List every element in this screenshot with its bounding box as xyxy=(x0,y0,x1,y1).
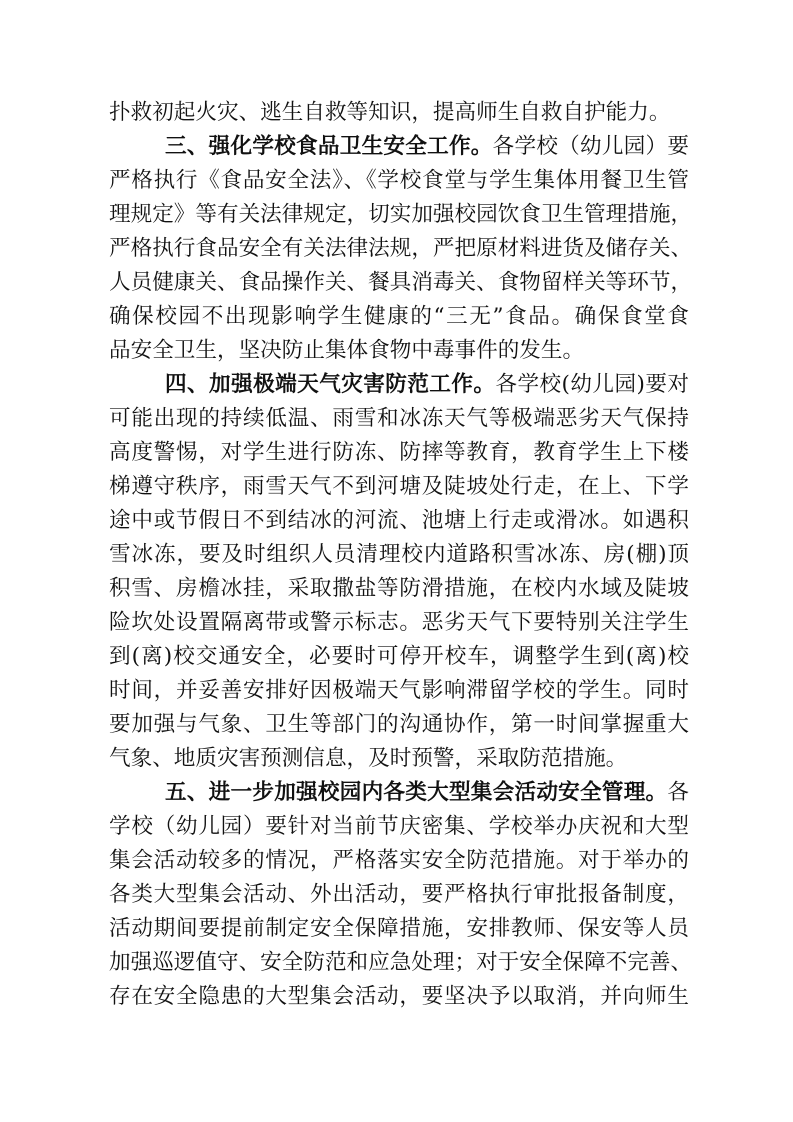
text-line: 活动期间要提前制定安全保障措施，安排教师、保安等人员 xyxy=(109,916,689,941)
section-heading-line xyxy=(165,368,689,402)
section-heading-line xyxy=(165,130,689,164)
text-line: 扑救初起火灾、逃生自救等知识，提高师生自救自护能力。 xyxy=(109,100,671,125)
text-line: 品安全卫生，坚决防止集体食物中毒事件的发生。 xyxy=(109,338,585,363)
text-line: 理规定》等有关法律规定，切实加强校园饮食卫生管理措施， xyxy=(109,202,693,227)
text-line: 高度警惕，对学生进行防冻、防摔等教育，教育学生上下楼 xyxy=(109,440,689,465)
text-line: 气象、地质灾害预测信息，及时预警，采取防范措施。 xyxy=(109,746,628,771)
section-heading-5: 五、进一步加强校园内各类大型集会活动安全管理。 xyxy=(165,780,668,805)
text-line: 各类大型集会活动、外出活动，要严格执行审批报备制度， xyxy=(109,882,689,907)
text-line: 雪冰冻，要及时组织人员清理校内道路积雪冰冻、房(棚)顶 xyxy=(109,542,689,567)
text-line: 到(离)校交通安全，必要时可停开校车，调整学生到(离)校 xyxy=(109,644,689,669)
text-span: 各学校（幼儿园）要 xyxy=(492,134,689,159)
text-line: 加强巡逻值守、安全防范和应急处理；对于安全保障不完善、 xyxy=(109,950,693,975)
section-heading-4: 四、加强极端天气灾害防范工作。 xyxy=(165,372,496,397)
text-line: 险坎处设置隔离带或警示标志。恶劣天气下要特别关注学生 xyxy=(109,610,689,635)
text-line: 梯遵守秩序，雨雪天气不到河塘及陡坡处行走，在上、下学 xyxy=(109,474,689,499)
text-line: 严格执行食品安全有关法律法规，严把原材料进货及储存关、 xyxy=(109,236,693,261)
text-line: 集会活动较多的情况，严格落实安全防范措施。对于举办的 xyxy=(109,848,689,873)
text-line: 可能出现的持续低温、雨雪和冰冻天气等极端恶劣天气保持 xyxy=(109,406,689,431)
text-line: 积雪、房檐冰挂，采取撒盐等防滑措施，在校内水域及陡坡 xyxy=(109,576,689,601)
text-span: 各学校(幼儿园)要对 xyxy=(495,372,689,397)
text-line: 存在安全隐患的大型集会活动，要坚决予以取消，并向师生 xyxy=(109,984,689,1009)
text-line: 学校（幼儿园）要针对当前节庆密集、学校举办庆祝和大型 xyxy=(109,814,689,839)
text-line: 人员健康关、食品操作关、餐具消毒关、食物留样关等环节， xyxy=(109,270,693,295)
text-span: 各 xyxy=(667,780,689,805)
text-line: 要加强与气象、卫生等部门的沟通协作，第一时间掌握重大 xyxy=(109,712,689,737)
text-line: 时间，并妥善安排好因极端天气影响滞留学校的学生。同时 xyxy=(109,678,689,703)
text-line: 途中或节假日不到结冰的河流、池塘上行走或滑冰。如遇积 xyxy=(109,508,689,533)
text-line: 确保校园不出现影响学生健康的“三无”食品。确保食堂食 xyxy=(109,304,689,329)
section-heading-line xyxy=(165,776,689,810)
section-heading-3: 三、强化学校食品卫生安全工作。 xyxy=(165,134,493,159)
text-line: 严格执行《食品安全法》、《学校食堂与学生集体用餐卫生管 xyxy=(109,168,689,193)
